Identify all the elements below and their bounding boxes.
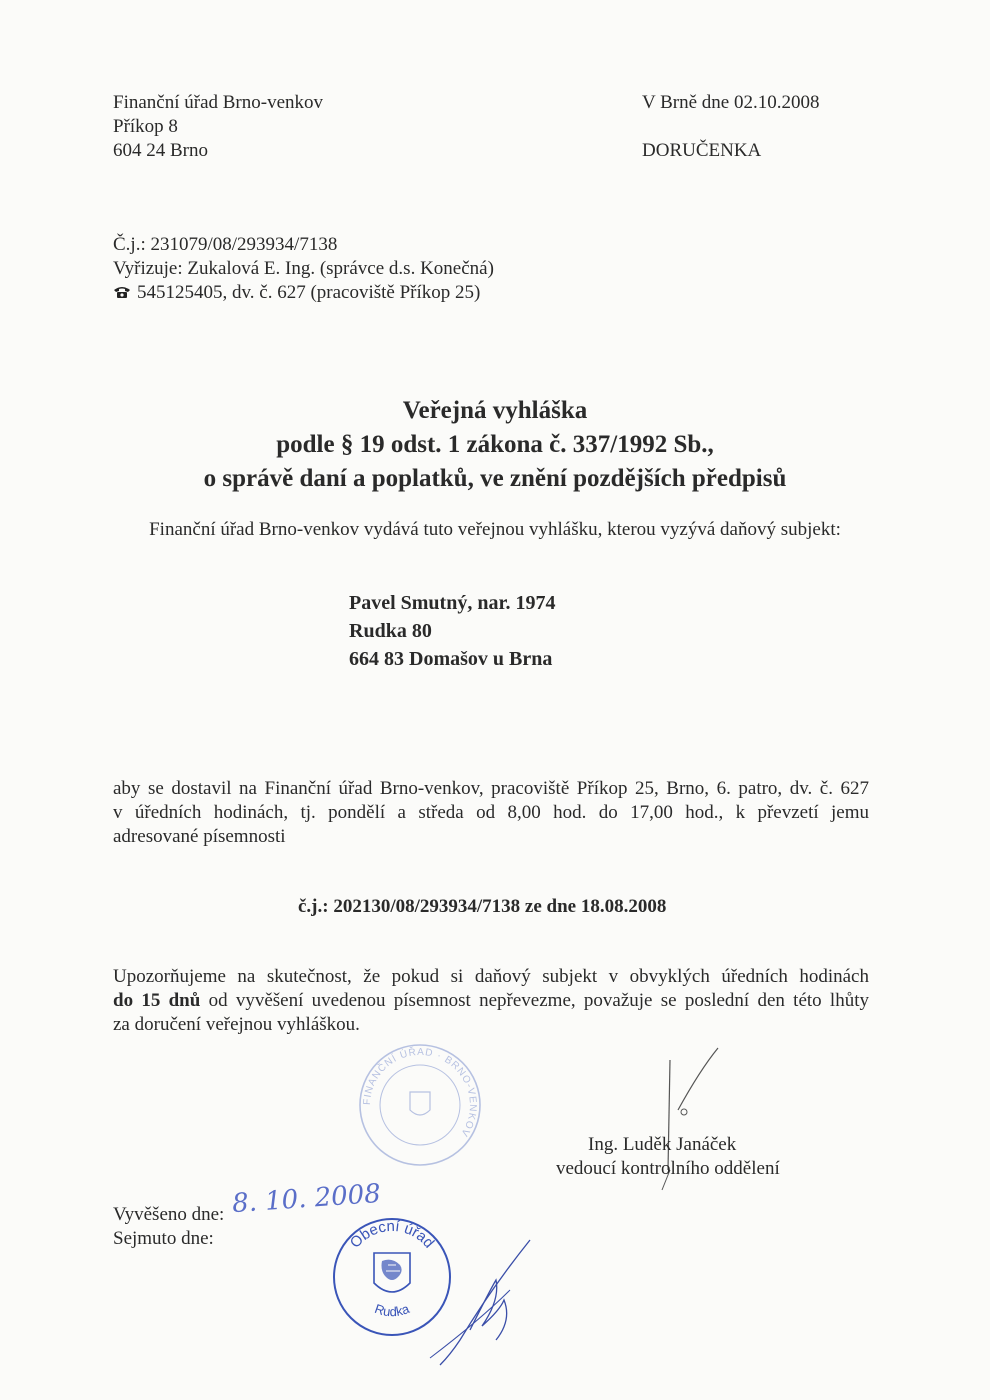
- removed-label: Sejmuto dne:: [113, 1228, 214, 1249]
- municipal-signature: [400, 1230, 540, 1370]
- telephone-icon: [113, 282, 131, 296]
- svg-text:Obecní úřad: Obecní úřad: [346, 1217, 438, 1252]
- instructions-paragraph: [113, 777, 869, 849]
- document-reference: č.j.: 202130/08/293934/7138 ze dne 18.08.2008: [298, 896, 667, 917]
- phone-line: [113, 281, 480, 305]
- signatory-name: Ing. Luděk Janáček: [588, 1134, 737, 1155]
- svg-text:Rudka: Rudka: [372, 1300, 412, 1320]
- reference-number: Č.j.: 231079/08/293934/7138: [113, 234, 338, 255]
- taxpayer-city: 664 83 Domašov u Brna: [349, 648, 553, 670]
- sender-street: Příkop 8: [113, 116, 178, 137]
- office-stamp: [355, 1040, 485, 1170]
- warning-paragraph: [113, 965, 869, 1037]
- phone-text: 545125405, dv. č. 627 (pracoviště Příkop 25): [137, 282, 481, 303]
- signatory-title: vedoucí kontrolního oddělení: [556, 1158, 780, 1179]
- notice-law-name: o správě daní a poplatků, ve znění pozdějších předpisů: [203, 465, 787, 492]
- date-line: V Brně dne 02.10.2008: [642, 92, 820, 113]
- notice-legal-basis: podle § 19 odst. 1 zákona č. 337/1992 Sb.,: [276, 431, 714, 458]
- document-type: DORUČENKA: [642, 140, 762, 161]
- deadline-emphasis: do 15 dnů: [113, 990, 201, 1011]
- warning-line-rest: od vyvěšení uvedenou písemnost nepřevezme, považuje se poslední den této lhůty: [200, 990, 869, 1011]
- taxpayer-street: Rudka 80: [349, 620, 432, 642]
- intro-text: Finanční úřad Brno-venkov vydává tuto veřejnou vyhlášku, kterou vyzývá daňový subjekt:: [149, 519, 841, 540]
- instructions-line: v úředních hodinách, tj. pondělí a středa od 8,00 hod. do 17,00 hod., k převzetí jemu: [113, 802, 869, 823]
- handler-line: Vyřizuje: Zukalová E. Ing. (správce d.s. Konečná): [113, 258, 494, 279]
- taxpayer-name: Pavel Smutný, nar. 1974: [349, 592, 556, 614]
- warning-line: [113, 989, 869, 1013]
- notice-title: Veřejná vyhláška: [402, 397, 588, 424]
- warning-line: za doručení veřejnou vyhláškou.: [113, 1014, 360, 1035]
- instructions-line: adresované písemnosti: [113, 826, 286, 847]
- sender-name: Finanční úřad Brno-venkov: [113, 92, 324, 113]
- instructions-line: aby se dostavil na Finanční úřad Brno-venkov, pracoviště Příkop 25, Brno, 6. patro, dv. č. 627: [113, 778, 869, 799]
- warning-line: Upozorňujeme na skutečnost, že pokud si daňový subjekt v obvyklých úředních hodinách: [113, 966, 869, 987]
- sender-city: 604 24 Brno: [113, 140, 208, 161]
- svg-text:FINANČNÍ ÚŘAD · BRNO-VENKOV: FINANČNÍ ÚŘAD · BRNO-VENKOV: [361, 1046, 479, 1139]
- posted-label: Vyvěšeno dne:: [113, 1204, 225, 1225]
- posted-date-handwritten: 8. 10. 2008: [231, 1178, 382, 1220]
